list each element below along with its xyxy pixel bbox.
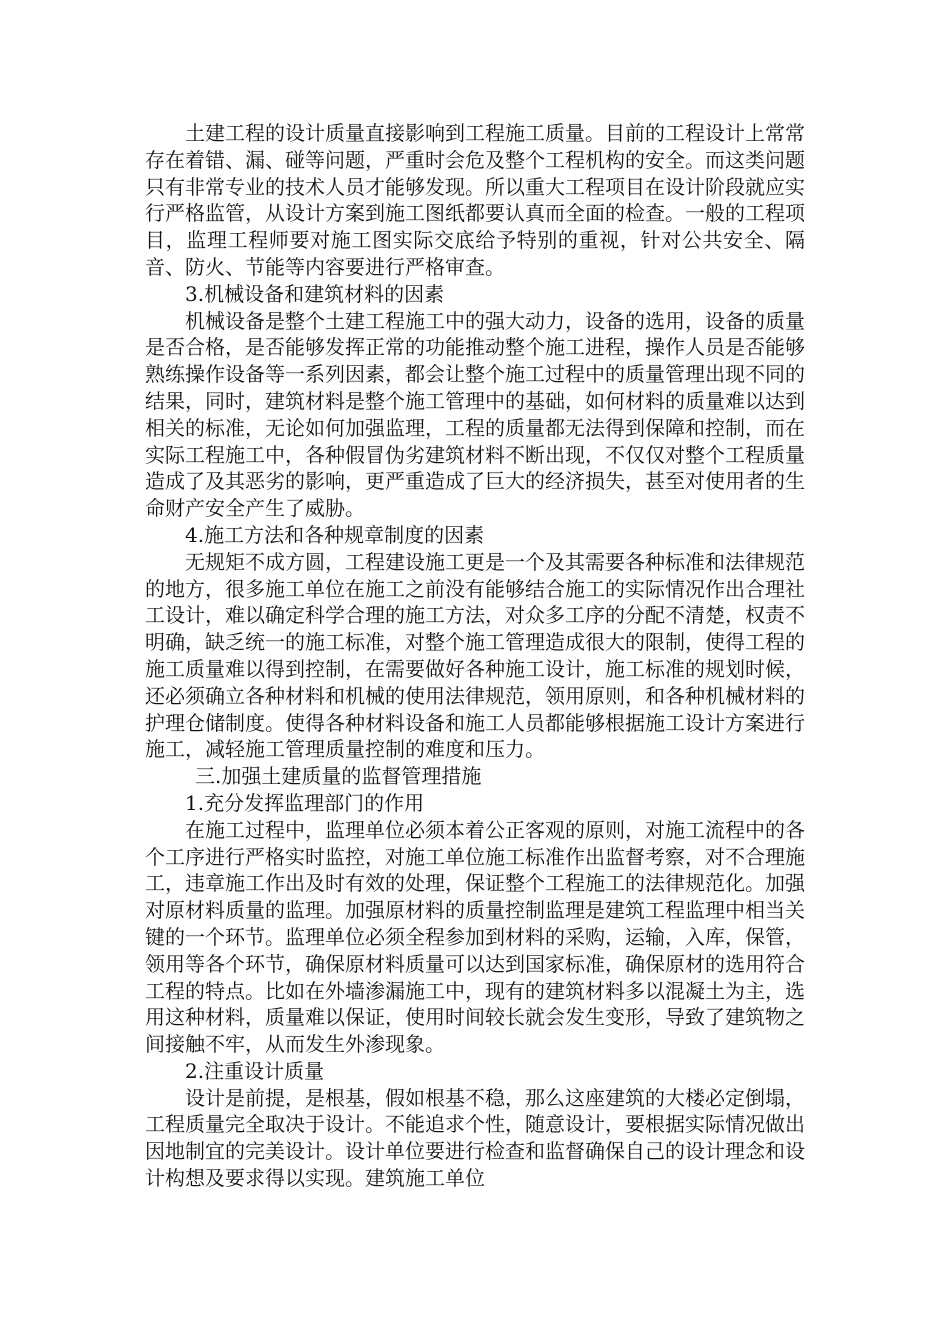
paragraph-supervision-role: 在施工过程中，监理单位必须本着公正客观的原则，对施工流程中的各个工序进行严格实时监控，对施工单位施工标准作出监督考察，对不合理施工，违章施工作出及时有效的处理，保证整个工程施工的法律规范化。加强对原材料质量的监理。加强原材料的质量控制监理是建筑工程监理中相当关键的一个环节。监理单位必须全程参加到材料的采购，运输，入库，保管，领用等各个环节，确保原材料质量可以达到国家标准，确保原材的选用符合工程的特点。比如在外墙渗漏施工中，现有的建筑材料多以混凝土为主，选用这种材料，质量难以保证，使用时间较长就会发生变形，导致了建筑物之间接触不牢，从而发生外渗现象。 — [145, 817, 805, 1057]
paragraph-design-quality: 土建工程的设计质量直接影响到工程施工质量。目前的工程设计上常常存在着错、漏、碰等问题，严重时会危及整个工程机构的安全。而这类问题只有非常专业的技术人员才能够发现。所以重大工程项目在设计阶段就应实行严格监管，从设计方案到施工图纸都要认真而全面的检查。一般的工程项目，监理工程师要对施工图实际交底给予特别的重视，针对公共安全、隔音、防火、节能等内容要进行严格审查。 — [145, 121, 805, 279]
document-page — [145, 120, 805, 1192]
heading-methods-regulations: 4.施工方法和各种规章制度的因素 — [185, 522, 485, 547]
heading-design-quality-focus: 2.注重设计质量 — [185, 1058, 325, 1083]
heading-machinery-materials: 3.机械设备和建筑材料的因素 — [185, 281, 445, 306]
paragraph-design-quality-focus: 设计是前提，是根基，假如根基不稳，那么这座建筑的大楼必定倒塌，工程质量完全取决于设计。不能追求个性，随意设计，要根据实际情况做出因地制宜的完美设计。设计单位要进行检查和监督确保自己的设计理念和设计构想及要求得以实现。建筑施工单位 — [145, 1085, 805, 1191]
section-heading-supervision-measures: 三.加强土建质量的监督管理措施 — [195, 764, 482, 789]
heading-supervision-role: 1.充分发挥监理部门的作用 — [185, 790, 425, 815]
paragraph-machinery-materials: 机械设备是整个土建工程施工中的强大动力，设备的选用，设备的质量是否合格，是否能够发挥正常的功能推动整个施工进程，操作人员是否能够熟练操作设备等一系列因素，都会让整个施工过程中的质量管理出现不同的结果，同时，建筑材料是整个施工管理中的基础，如何材料的质量难以达到相关的标准，无论如何加强监理，工程的质量都无法得到保障和控制，而在实际工程施工中，各种假冒伪劣建筑材料不断出现，不仅仅对整个工程质量造成了及其恶劣的影响，更严重造成了巨大的经济损失，甚至对使用者的生命财产安全产生了威胁。 — [145, 308, 805, 521]
paragraph-methods-regulations: 无规矩不成方圆，工程建设施工更是一个及其需要各种标准和法律规范的地方，很多施工单位在施工之前没有能够结合施工的实际情况作出合理社工设计，难以确定科学合理的施工方法，对众多工序的分配不清楚，权责不明确，缺乏统一的施工标准，对整个施工管理造成很大的限制，使得工程的施工质量难以得到控制，在需要做好各种施工设计，施工标准的规划时候，还必须确立各种材料和机械的使用法律规范，领用原则，和各种机械材料的护理仓储制度。使得各种材料设备和施工人员都能够根据施工设计方案进行施工，减轻施工管理质量控制的难度和压力。 — [145, 549, 805, 762]
